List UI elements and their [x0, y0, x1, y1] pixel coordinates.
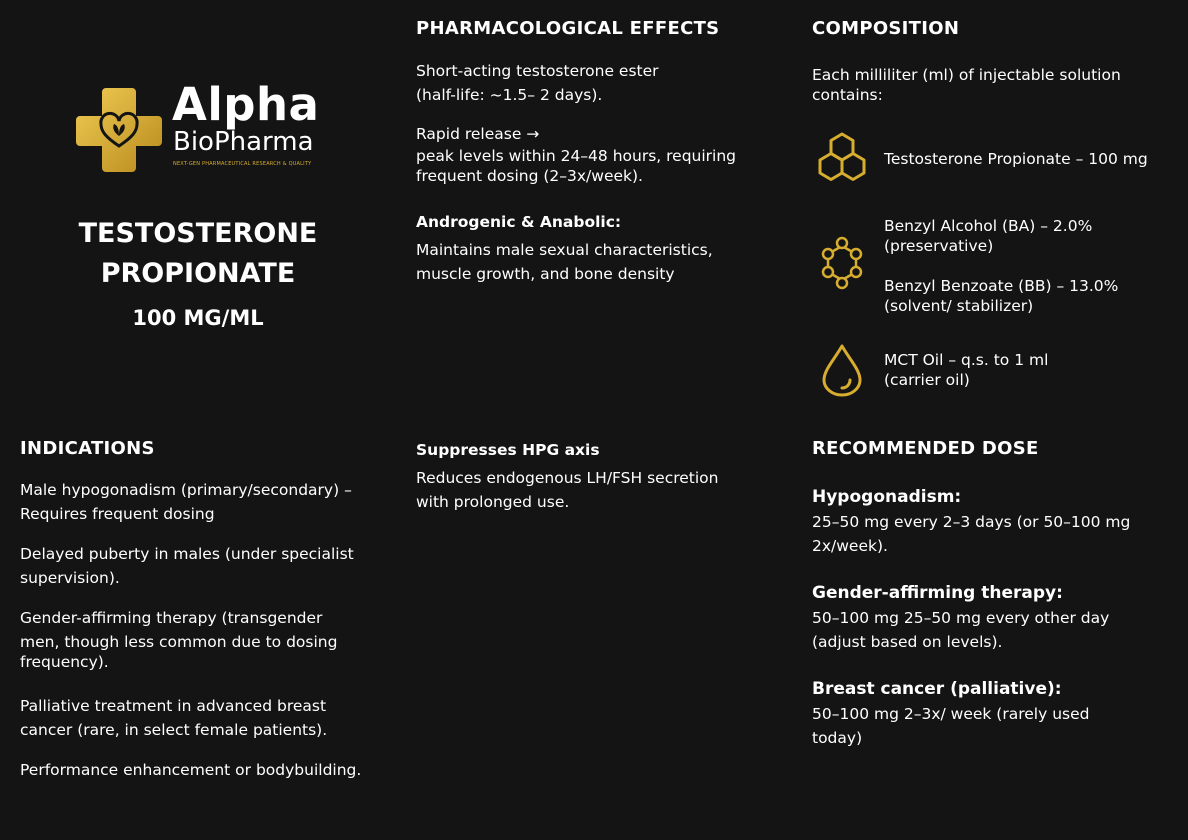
indication-1: [20, 478, 352, 526]
pharma-p2-line1: Rapid release →: [416, 125, 540, 143]
pharma-p2-line2: peak levels within 24–48 hours, requiring: [416, 147, 737, 165]
indication-5-line1: Performance enhancement or bodybuilding.: [20, 761, 362, 779]
ring-molecule-icon: [812, 234, 872, 298]
indication-5: [20, 758, 361, 782]
indication-3-line3: frequency).: [20, 653, 109, 671]
dose-text-hypogonadism: [812, 510, 1130, 558]
indication-3: [20, 606, 337, 670]
pharma-subheading-hpg: Suppresses HPG axis: [416, 441, 600, 459]
hexagon-molecule-icon: [812, 130, 872, 188]
pharma-sub2-line1: Reduces endogenous LH/FSH secretion: [416, 469, 719, 487]
pharma-p1-line1: Short-acting testosterone ester: [416, 62, 659, 80]
dose-3-line1: 50–100 mg 2–3x/ week (rarely used: [812, 705, 1090, 723]
logo-name: Alpha: [172, 78, 320, 131]
composition-heading: COMPOSITION: [812, 18, 960, 39]
dose-1-line1: 25–50 mg every 2–3 days (or 50–100 mg: [812, 513, 1131, 531]
indication-4-line2: cancer (rare, in select female patients).: [20, 721, 328, 739]
indication-3-line2: men, though less common due to dosing: [20, 633, 338, 651]
composition-intro-line2: contains:: [812, 86, 883, 104]
composition-ba-line2: (preservative): [884, 237, 994, 255]
composition-mct-line2: (carrier oil): [884, 371, 970, 389]
composition-text-2: [884, 216, 1092, 256]
pharma-sub2-line2: with prolonged use.: [416, 493, 570, 511]
product-title: [20, 214, 376, 294]
indication-2: [20, 542, 354, 590]
dose-heading: RECOMMENDED DOSE: [812, 438, 1039, 459]
composition-bb-line1: Benzyl Benzoate (BB) – 13.0%: [884, 277, 1119, 295]
composition-text-4: [884, 350, 1048, 390]
logo-sub: BioPharma: [173, 127, 314, 157]
dose-title-breast-cancer: Breast cancer (palliative):: [812, 679, 1062, 699]
pharma-heading: PHARMACOLOGICAL EFFECTS: [416, 18, 720, 39]
composition-text-3: [884, 276, 1118, 316]
pharma-hpg-text: [416, 466, 719, 514]
composition-intro-line1: Each milliliter (ml) of injectable solution: [812, 66, 1121, 84]
composition-ba-line1: Benzyl Alcohol (BA) – 2.0%: [884, 217, 1093, 235]
dose-text-gender: [812, 606, 1109, 654]
pharma-paragraph-2: [416, 122, 736, 186]
pharma-sub1-line2: muscle growth, and bone density: [416, 265, 675, 283]
dose-title-hypogonadism: Hypogonadism:: [812, 487, 962, 507]
indications-heading: INDICATIONS: [20, 438, 155, 459]
indication-2-line2: supervision).: [20, 569, 120, 587]
composition-text-1: Testosterone Propionate – 100 mg: [884, 150, 1148, 168]
pharma-sub1-line1: Maintains male sexual characteristics,: [416, 241, 713, 259]
indication-4: [20, 694, 327, 742]
dose-text-breast-cancer: [812, 702, 1089, 750]
pharma-paragraph-1: [416, 59, 659, 107]
oil-drop-icon: [812, 340, 872, 404]
composition-item-testosterone: [812, 130, 1148, 188]
indication-2-line1: Delayed puberty in males (under specialist: [20, 545, 354, 563]
indication-4-line1: Palliative treatment in advanced breast: [20, 697, 327, 715]
indication-1-line1: Male hypogonadism (primary/secondary) –: [20, 481, 352, 499]
composition-bb-line2: (solvent/ stabilizer): [884, 297, 1034, 315]
pharma-subheading-androgenic: Androgenic & Anabolic:: [416, 213, 622, 231]
dose-3-line2: today): [812, 729, 863, 747]
logo-tagline: NEXT-GEN PHARMACEUTICAL RESEARCH & QUALITY: [173, 161, 312, 167]
product-title-line2: PROPIONATE: [100, 258, 296, 289]
composition-intro: [812, 65, 1121, 105]
pharma-p1-line2: (half-life: ~1.5– 2 days).: [416, 86, 603, 104]
dose-2-line1: 50–100 mg 25–50 mg every other day: [812, 609, 1110, 627]
dose-title-gender: Gender-affirming therapy:: [812, 583, 1063, 603]
dose-1-line2: 2x/week).: [812, 537, 888, 555]
dose-2-line2: (adjust based on levels).: [812, 633, 1003, 651]
pharma-p2-line3: frequent dosing (2–3x/week).: [416, 167, 643, 185]
indication-3-line1: Gender-affirming therapy (transgender: [20, 609, 323, 627]
pharma-androgenic-text: [416, 238, 713, 286]
product-title-line1: TESTOSTERONE: [78, 218, 318, 249]
product-dose: 100 MG/ML: [132, 306, 264, 330]
composition-mct-line1: MCT Oil – q.s. to 1 ml: [884, 351, 1049, 369]
indication-1-line2: Requires frequent dosing: [20, 505, 215, 523]
